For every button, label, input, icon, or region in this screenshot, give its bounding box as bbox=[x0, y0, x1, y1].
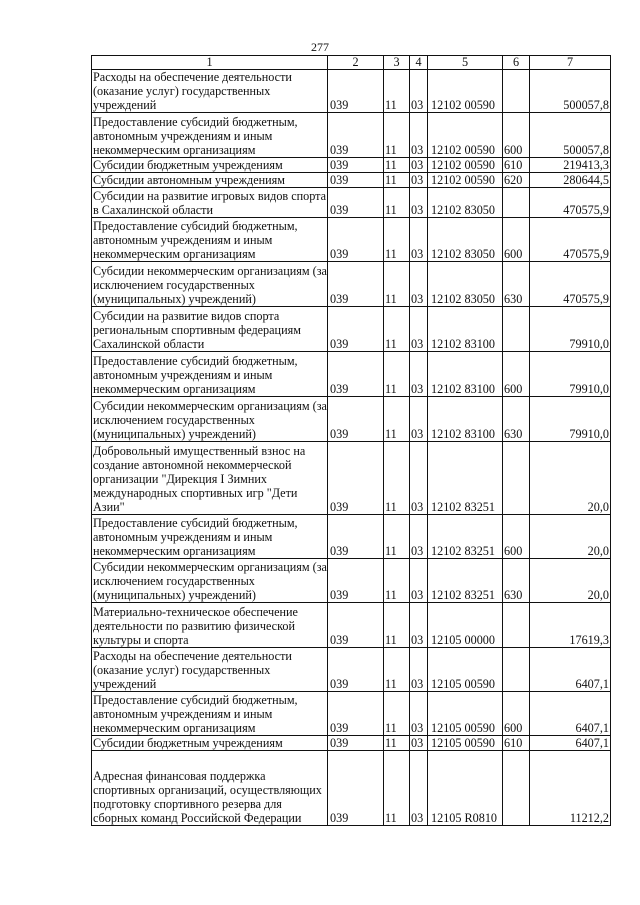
row-admin-code: 039 bbox=[328, 442, 384, 515]
table-row bbox=[92, 218, 611, 262]
row-section: 11 bbox=[384, 158, 410, 173]
row-target-article: 12102 83251 bbox=[428, 559, 503, 603]
row-description: Субсидии на развитие видов спорта региональным спортивным федерациям Сахалинской области bbox=[92, 307, 328, 352]
row-subsection: 03 bbox=[410, 397, 428, 442]
row-section: 11 bbox=[384, 352, 410, 397]
table-row bbox=[92, 442, 611, 515]
row-amount: 470575,9 bbox=[530, 218, 611, 262]
row-section: 11 bbox=[384, 515, 410, 559]
row-subsection: 03 bbox=[410, 515, 428, 559]
table-row bbox=[92, 113, 611, 158]
header-col-2: 2 bbox=[328, 56, 384, 70]
header-col-1: 1 bbox=[92, 56, 328, 70]
row-target-article: 12105 00590 bbox=[428, 648, 503, 692]
page-number: 277 bbox=[311, 40, 329, 54]
row-description: Субсидии некоммерческим организациям (за исключением государственных (муниципальных) учреждений) bbox=[92, 397, 328, 442]
row-amount: 6407,1 bbox=[530, 648, 611, 692]
row-admin-code: 039 bbox=[328, 262, 384, 307]
row-subsection: 03 bbox=[410, 648, 428, 692]
row-expense-kind bbox=[503, 188, 530, 218]
row-subsection: 03 bbox=[410, 173, 428, 188]
row-section: 11 bbox=[384, 648, 410, 692]
row-expense-kind bbox=[503, 648, 530, 692]
row-section: 11 bbox=[384, 559, 410, 603]
row-expense-kind: 630 bbox=[503, 559, 530, 603]
row-admin-code: 039 bbox=[328, 307, 384, 352]
table-row bbox=[92, 692, 611, 736]
row-expense-kind: 600 bbox=[503, 352, 530, 397]
row-subsection: 03 bbox=[410, 751, 428, 826]
row-target-article: 12102 83050 bbox=[428, 262, 503, 307]
table-row bbox=[92, 397, 611, 442]
row-subsection: 03 bbox=[410, 113, 428, 158]
row-subsection: 03 bbox=[410, 559, 428, 603]
row-admin-code: 039 bbox=[328, 736, 384, 751]
row-subsection: 03 bbox=[410, 603, 428, 648]
row-amount: 79910,0 bbox=[530, 397, 611, 442]
row-expense-kind bbox=[503, 751, 530, 826]
row-description: Материально-техническое обеспечение деятельности по развитию физической культуры и спорта bbox=[92, 603, 328, 648]
table-row bbox=[92, 603, 611, 648]
row-section: 11 bbox=[384, 218, 410, 262]
row-expense-kind: 600 bbox=[503, 113, 530, 158]
row-target-article: 12105 R0810 bbox=[428, 751, 503, 826]
row-expense-kind bbox=[503, 603, 530, 648]
row-section: 11 bbox=[384, 70, 410, 113]
row-admin-code: 039 bbox=[328, 352, 384, 397]
row-subsection: 03 bbox=[410, 352, 428, 397]
row-description: Расходы на обеспечение деятельности (оказание услуг) государственных учреждений bbox=[92, 648, 328, 692]
row-target-article: 12102 83050 bbox=[428, 218, 503, 262]
row-description: Предоставление субсидий бюджетным, автономным учреждениям и иным некоммерческим организациям bbox=[92, 113, 328, 158]
table-row bbox=[92, 352, 611, 397]
row-target-article: 12105 00590 bbox=[428, 692, 503, 736]
row-subsection: 03 bbox=[410, 262, 428, 307]
row-section: 11 bbox=[384, 603, 410, 648]
table-row bbox=[92, 307, 611, 352]
table-row bbox=[92, 559, 611, 603]
header-col-5: 5 bbox=[428, 56, 503, 70]
row-section: 11 bbox=[384, 262, 410, 307]
row-description: Субсидии на развитие игровых видов спорта в Сахалинской области bbox=[93, 189, 327, 217]
row-subsection: 03 bbox=[410, 736, 428, 751]
row-amount: 470575,9 bbox=[530, 262, 611, 307]
row-expense-kind: 600 bbox=[503, 692, 530, 736]
row-description: Предоставление субсидий бюджетным, автономным учреждениям и иным некоммерческим организациям bbox=[92, 515, 328, 559]
row-amount: 20,0 bbox=[530, 559, 611, 603]
row-description: Субсидии автономным учреждениям bbox=[92, 173, 328, 188]
row-admin-code: 039 bbox=[328, 218, 384, 262]
row-expense-kind: 630 bbox=[503, 397, 530, 442]
row-description: Субсидии некоммерческим организациям (за исключением государственных (муниципальных) учреждений) bbox=[93, 560, 327, 602]
row-description: Адресная финансовая поддержка спортивных организаций, осуществляющих подготовку спортивного резерва для сборных команд Российской Федерации bbox=[92, 751, 328, 826]
row-amount: 79910,0 bbox=[530, 352, 611, 397]
row-description: Субсидии бюджетным учреждениям bbox=[92, 158, 328, 173]
row-amount: 6407,1 bbox=[530, 736, 611, 751]
row-amount: 20,0 bbox=[530, 515, 611, 559]
row-section: 11 bbox=[384, 173, 410, 188]
row-description: Субсидии бюджетным учреждениям bbox=[92, 736, 328, 751]
row-description: Субсидии некоммерческим организациям (за исключением государственных (муниципальных) учреждений) bbox=[92, 262, 328, 307]
row-subsection: 03 bbox=[410, 218, 428, 262]
row-amount: 280644,5 bbox=[530, 173, 611, 188]
header-col-3: 3 bbox=[384, 56, 410, 70]
row-admin-code: 039 bbox=[328, 397, 384, 442]
table-row bbox=[92, 515, 611, 559]
row-admin-code: 039 bbox=[328, 751, 384, 826]
row-amount: 20,0 bbox=[530, 442, 611, 515]
row-amount: 219413,3 bbox=[530, 158, 611, 173]
row-expense-kind: 600 bbox=[503, 515, 530, 559]
row-subsection: 03 bbox=[410, 158, 428, 173]
table-row bbox=[92, 70, 611, 113]
row-amount: 79910,0 bbox=[530, 307, 611, 352]
row-subsection: 03 bbox=[410, 188, 428, 218]
header-col-4: 4 bbox=[410, 56, 428, 70]
row-amount: 6407,1 bbox=[530, 692, 611, 736]
row-expense-kind: 600 bbox=[503, 218, 530, 262]
row-admin-code: 039 bbox=[328, 188, 384, 218]
table-row bbox=[92, 173, 611, 188]
table-row bbox=[92, 648, 611, 692]
row-section: 11 bbox=[384, 307, 410, 352]
row-target-article: 12102 00590 bbox=[428, 70, 503, 113]
row-amount: 500057,8 bbox=[530, 70, 611, 113]
row-section: 11 bbox=[384, 442, 410, 515]
row-expense-kind bbox=[503, 442, 530, 515]
row-admin-code: 039 bbox=[328, 603, 384, 648]
row-admin-code: 039 bbox=[328, 515, 384, 559]
row-subsection: 03 bbox=[410, 442, 428, 515]
row-target-article: 12102 00590 bbox=[428, 158, 503, 173]
row-target-article: 12102 83100 bbox=[428, 307, 503, 352]
row-target-article: 12105 00590 bbox=[428, 736, 503, 751]
row-description: Предоставление субсидий бюджетным, автономным учреждениям и иным некоммерческим организациям bbox=[92, 218, 328, 262]
row-target-article: 12102 83251 bbox=[428, 515, 503, 559]
budget-table bbox=[91, 55, 611, 826]
row-expense-kind: 610 bbox=[503, 158, 530, 173]
header-col-6: 6 bbox=[503, 56, 530, 70]
row-target-article: 12105 00000 bbox=[428, 603, 503, 648]
row-target-article: 12102 00590 bbox=[428, 173, 503, 188]
row-expense-kind: 630 bbox=[503, 262, 530, 307]
row-admin-code: 039 bbox=[328, 559, 384, 603]
row-admin-code: 039 bbox=[328, 70, 384, 113]
row-section: 11 bbox=[384, 188, 410, 218]
row-amount: 500057,8 bbox=[530, 113, 611, 158]
row-amount: 11212,2 bbox=[530, 751, 611, 826]
row-admin-code: 039 bbox=[328, 158, 384, 173]
header-col-7: 7 bbox=[530, 56, 611, 70]
row-amount: 470575,9 bbox=[530, 188, 611, 218]
row-target-article: 12102 83050 bbox=[428, 188, 503, 218]
row-amount: 17619,3 bbox=[530, 603, 611, 648]
row-admin-code: 039 bbox=[328, 648, 384, 692]
table-row bbox=[92, 188, 611, 218]
row-section: 11 bbox=[384, 397, 410, 442]
row-admin-code: 039 bbox=[328, 692, 384, 736]
row-expense-kind: 610 bbox=[503, 736, 530, 751]
row-admin-code: 039 bbox=[328, 173, 384, 188]
row-target-article: 12102 83100 bbox=[428, 397, 503, 442]
row-section: 11 bbox=[384, 736, 410, 751]
row-target-article: 12102 83100 bbox=[428, 352, 503, 397]
row-section: 11 bbox=[384, 751, 410, 826]
row-description: Расходы на обеспечение деятельности (оказание услуг) государственных учреждений bbox=[92, 70, 328, 113]
row-admin-code: 039 bbox=[328, 113, 384, 158]
table-row bbox=[92, 736, 611, 751]
row-expense-kind bbox=[503, 307, 530, 352]
row-subsection: 03 bbox=[410, 70, 428, 113]
row-description: Предоставление субсидий бюджетным, автономным учреждениям и иным некоммерческим организациям bbox=[92, 692, 328, 736]
row-expense-kind bbox=[503, 70, 530, 113]
table-row bbox=[92, 262, 611, 307]
row-section: 11 bbox=[384, 113, 410, 158]
row-description: Добровольный имущественный взнос на создание автономной некоммерческой организации "Дирекция I Зимних международных спортивных игр "Дети Азии" bbox=[92, 442, 328, 515]
table-row bbox=[92, 158, 611, 173]
row-target-article: 12102 00590 bbox=[428, 113, 503, 158]
row-description: Предоставление субсидий бюджетным, автономным учреждениям и иным некоммерческим организациям bbox=[92, 352, 328, 397]
table-row bbox=[92, 751, 611, 826]
row-expense-kind: 620 bbox=[503, 173, 530, 188]
row-subsection: 03 bbox=[410, 692, 428, 736]
row-section: 11 bbox=[384, 692, 410, 736]
header-row bbox=[92, 56, 611, 70]
row-subsection: 03 bbox=[410, 307, 428, 352]
row-target-article: 12102 83251 bbox=[428, 442, 503, 515]
